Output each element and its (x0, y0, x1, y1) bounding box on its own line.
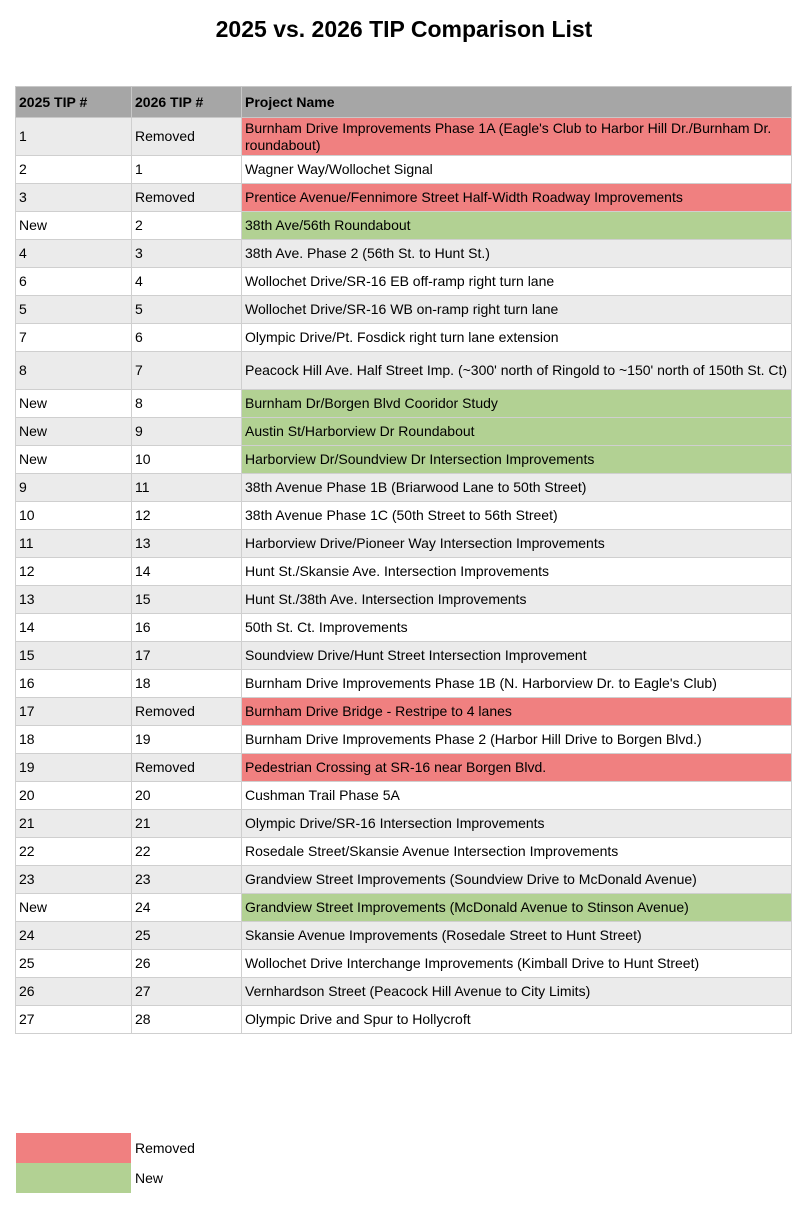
cell-2025-tip: 3 (16, 184, 132, 212)
table-row (16, 950, 792, 978)
cell-project-name: Olympic Drive/SR-16 Intersection Improvements (242, 810, 792, 838)
page-title: 2025 vs. 2026 TIP Comparison List (215, 16, 593, 42)
table-row (16, 810, 792, 838)
cell-project-name: Rosedale Street/Skansie Avenue Intersection Improvements (242, 838, 792, 866)
cell-2025-tip: 18 (16, 726, 132, 754)
cell-2026-tip: 8 (132, 390, 242, 418)
cell-2026-tip: 25 (132, 922, 242, 950)
table-row (16, 558, 792, 586)
cell-2026-tip: 14 (132, 558, 242, 586)
cell-2026-tip: 27 (132, 978, 242, 1006)
table-row (16, 754, 792, 782)
cell-2026-tip: 12 (132, 502, 242, 530)
cell-project-name: Soundview Drive/Hunt Street Intersection Improvement (242, 642, 792, 670)
cell-2025-tip: 5 (16, 296, 132, 324)
cell-project-name: Olympic Drive and Spur to Hollycroft (242, 1006, 792, 1034)
legend-swatch-removed (16, 1133, 131, 1163)
cell-2025-tip: 23 (16, 866, 132, 894)
tip-comparison-table (15, 86, 792, 1034)
table-row (16, 670, 792, 698)
cell-project-name: Hunt St./38th Ave. Intersection Improvements (242, 586, 792, 614)
cell-2026-tip: Removed (132, 184, 242, 212)
cell-2025-tip: 13 (16, 586, 132, 614)
cell-2026-tip: 21 (132, 810, 242, 838)
cell-2026-tip: 11 (132, 474, 242, 502)
cell-project-name: 38th Avenue Phase 1C (50th Street to 56th Street) (242, 502, 792, 530)
table-row (16, 866, 792, 894)
cell-2025-tip: 27 (16, 1006, 132, 1034)
cell-project-name: Austin St/Harborview Dr Roundabout (242, 418, 792, 446)
table-row (16, 698, 792, 726)
legend-swatch-new (16, 1163, 131, 1193)
cell-2026-tip: 24 (132, 894, 242, 922)
table-row (16, 502, 792, 530)
cell-project-name: Burnham Dr/Borgen Blvd Cooridor Study (242, 390, 792, 418)
table-row (16, 212, 792, 240)
table-row (16, 838, 792, 866)
cell-2025-tip: 11 (16, 530, 132, 558)
header-2025-tip: 2025 TIP # (16, 87, 132, 118)
legend-item-removed (16, 1133, 195, 1163)
table-row (16, 446, 792, 474)
cell-project-name: 38th Ave. Phase 2 (56th St. to Hunt St.) (242, 240, 792, 268)
cell-project-name: Harborview Dr/Soundview Dr Intersection Improvements (242, 446, 792, 474)
cell-project-name: 50th St. Ct. Improvements (242, 614, 792, 642)
table-row (16, 184, 792, 212)
cell-2025-tip: 25 (16, 950, 132, 978)
table-header-row (16, 87, 792, 118)
table-row (16, 240, 792, 268)
cell-2026-tip: 9 (132, 418, 242, 446)
cell-2026-tip: Removed (132, 118, 242, 156)
cell-2025-tip: 26 (16, 978, 132, 1006)
legend (16, 1133, 195, 1193)
table-row (16, 474, 792, 502)
cell-2025-tip: 21 (16, 810, 132, 838)
cell-project-name: Olympic Drive/Pt. Fosdick right turn lane extension (242, 324, 792, 352)
table-row (16, 530, 792, 558)
cell-2025-tip: 14 (16, 614, 132, 642)
cell-2025-tip: New (16, 390, 132, 418)
cell-project-name: Pedestrian Crossing at SR-16 near Borgen Blvd. (242, 754, 792, 782)
table-row (16, 352, 792, 390)
table-row (16, 726, 792, 754)
cell-2025-tip: 16 (16, 670, 132, 698)
cell-2025-tip: 12 (16, 558, 132, 586)
cell-project-name: Grandview Street Improvements (McDonald Avenue to Stinson Avenue) (242, 894, 792, 922)
cell-2026-tip: 7 (132, 352, 242, 390)
table-row (16, 614, 792, 642)
cell-2025-tip: 22 (16, 838, 132, 866)
cell-project-name: Prentice Avenue/Fennimore Street Half-Width Roadway Improvements (242, 184, 792, 212)
cell-2026-tip: 20 (132, 782, 242, 810)
table-row (16, 268, 792, 296)
table-body (16, 118, 792, 1034)
cell-project-name: Burnham Drive Improvements Phase 1B (N. Harborview Dr. to Eagle's Club) (242, 670, 792, 698)
table-row (16, 118, 792, 156)
cell-2026-tip: 6 (132, 324, 242, 352)
cell-2026-tip: 10 (132, 446, 242, 474)
cell-2026-tip: 15 (132, 586, 242, 614)
cell-project-name: Wollochet Drive Interchange Improvements (Kimball Drive to Hunt Street) (242, 950, 792, 978)
cell-2026-tip: 18 (132, 670, 242, 698)
table-row (16, 296, 792, 324)
cell-2025-tip: 6 (16, 268, 132, 296)
cell-2026-tip: 13 (132, 530, 242, 558)
cell-2025-tip: 1 (16, 118, 132, 156)
cell-2026-tip: 28 (132, 1006, 242, 1034)
cell-project-name: Wollochet Drive/SR-16 EB off-ramp right turn lane (242, 268, 792, 296)
cell-2026-tip: 23 (132, 866, 242, 894)
cell-project-name: Skansie Avenue Improvements (Rosedale Street to Hunt Street) (242, 922, 792, 950)
cell-2025-tip: 20 (16, 782, 132, 810)
cell-2026-tip: 4 (132, 268, 242, 296)
cell-2026-tip: 16 (132, 614, 242, 642)
table-row (16, 642, 792, 670)
table-row (16, 390, 792, 418)
cell-project-name: Burnham Drive Improvements Phase 1A (Eagle's Club to Harbor Hill Dr./Burnham Dr. roundabout) (242, 118, 792, 156)
table-row (16, 324, 792, 352)
legend-label-removed: Removed (135, 1140, 195, 1156)
table-row (16, 1006, 792, 1034)
cell-2026-tip: 5 (132, 296, 242, 324)
table-row (16, 782, 792, 810)
cell-2025-tip: 10 (16, 502, 132, 530)
cell-2026-tip: 19 (132, 726, 242, 754)
cell-project-name: Hunt St./Skansie Ave. Intersection Improvements (242, 558, 792, 586)
cell-2025-tip: 24 (16, 922, 132, 950)
cell-2026-tip: 22 (132, 838, 242, 866)
cell-2025-tip: New (16, 418, 132, 446)
table-row (16, 922, 792, 950)
cell-2025-tip: 15 (16, 642, 132, 670)
cell-project-name: Harborview Drive/Pioneer Way Intersection Improvements (242, 530, 792, 558)
cell-2026-tip: 2 (132, 212, 242, 240)
cell-project-name: Vernhardson Street (Peacock Hill Avenue to City Limits) (242, 978, 792, 1006)
header-2026-tip: 2026 TIP # (132, 87, 242, 118)
cell-project-name: Cushman Trail Phase 5A (242, 782, 792, 810)
cell-2026-tip: 17 (132, 642, 242, 670)
table-row (16, 978, 792, 1006)
cell-2026-tip: 3 (132, 240, 242, 268)
cell-2025-tip: 8 (16, 352, 132, 390)
cell-2026-tip: Removed (132, 754, 242, 782)
table-row (16, 418, 792, 446)
cell-2025-tip: 7 (16, 324, 132, 352)
cell-project-name: Peacock Hill Ave. Half Street Imp. (~300' north of Ringold to ~150' north of 150th St. Ct) (242, 352, 792, 390)
cell-project-name: 38th Avenue Phase 1B (Briarwood Lane to 50th Street) (242, 474, 792, 502)
cell-2026-tip: Removed (132, 698, 242, 726)
table-row (16, 894, 792, 922)
header-project-name: Project Name (242, 87, 792, 118)
table-row (16, 156, 792, 184)
cell-2025-tip: New (16, 446, 132, 474)
cell-2026-tip: 26 (132, 950, 242, 978)
cell-project-name: Burnham Drive Improvements Phase 2 (Harbor Hill Drive to Borgen Blvd.) (242, 726, 792, 754)
cell-project-name: 38th Ave/56th Roundabout (242, 212, 792, 240)
cell-2025-tip: New (16, 894, 132, 922)
cell-project-name: Grandview Street Improvements (Soundview Drive to McDonald Avenue) (242, 866, 792, 894)
cell-2026-tip: 1 (132, 156, 242, 184)
table-row (16, 586, 792, 614)
cell-2025-tip: 2 (16, 156, 132, 184)
cell-2025-tip: 4 (16, 240, 132, 268)
legend-item-new (16, 1163, 195, 1193)
cell-2025-tip: New (16, 212, 132, 240)
cell-project-name: Burnham Drive Bridge - Restripe to 4 lanes (242, 698, 792, 726)
cell-2025-tip: 9 (16, 474, 132, 502)
cell-2025-tip: 17 (16, 698, 132, 726)
cell-project-name: Wagner Way/Wollochet Signal (242, 156, 792, 184)
legend-label-new: New (135, 1170, 164, 1186)
cell-project-name: Wollochet Drive/SR-16 WB on-ramp right turn lane (242, 296, 792, 324)
cell-2025-tip: 19 (16, 754, 132, 782)
